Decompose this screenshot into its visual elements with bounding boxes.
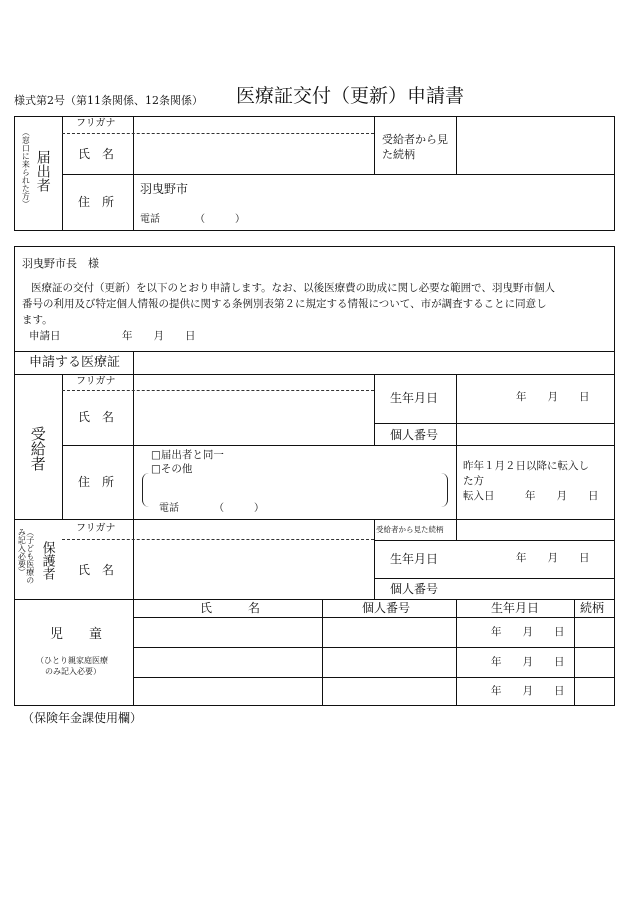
certificate-label: 申請する医療証 bbox=[29, 355, 121, 370]
recipient-name-field[interactable] bbox=[134, 392, 373, 444]
recipient-dob-fields[interactable]: 年 月 日 bbox=[516, 391, 590, 403]
recipient-address-label: 住 所 bbox=[78, 475, 115, 489]
declaration-line-3: ます。 bbox=[22, 314, 53, 326]
guardian-dob-fields[interactable]: 年 月 日 bbox=[516, 552, 590, 564]
applicant-name-field[interactable] bbox=[134, 134, 373, 173]
guardian-name-label: 氏 名 bbox=[78, 563, 115, 577]
child-dob-fields[interactable]: 年 月 日 bbox=[491, 626, 565, 638]
guardian-side-note: （子ども医療のみ記入必要） bbox=[17, 528, 35, 584]
moved-in-note-2: た方 bbox=[463, 475, 484, 487]
guardian-id-label: 個人番号 bbox=[390, 582, 439, 596]
children-side-note-2: のみ記入必要） bbox=[45, 667, 101, 676]
declaration-line-1: 医療証の交付（更新）を以下のとおり申請します。なお、以後医療費の助成に関し必要な範囲で、羽曳野市個人 bbox=[31, 282, 555, 294]
children-col-name: 氏 名 bbox=[200, 601, 261, 615]
recipient-phone-label: 電話 （ ） bbox=[159, 503, 264, 514]
form-number: 様式第2号（第11条関係、12条関係） bbox=[14, 94, 203, 107]
guardian-furigana-label: フリガナ bbox=[76, 523, 116, 534]
recipient-furigana-label: フリガナ bbox=[76, 376, 116, 387]
certificate-field[interactable] bbox=[134, 352, 614, 373]
recipient-id-field[interactable] bbox=[457, 424, 614, 444]
guardian-relation-label: 受給者から見た続柄 bbox=[376, 525, 444, 534]
child-dob-fields[interactable]: 年 月 日 bbox=[491, 685, 565, 697]
applicant-furigana-field[interactable] bbox=[134, 117, 373, 132]
applicant-address-label: 住 所 bbox=[78, 195, 115, 209]
addressee: 羽曳野市長 様 bbox=[22, 257, 99, 270]
recipient-furigana-field[interactable] bbox=[134, 375, 373, 389]
children-col-relation: 続柄 bbox=[580, 601, 605, 615]
applicant-address-prefix: 羽曳野市 bbox=[140, 182, 189, 196]
office-use-label: （保険年金課使用欄） bbox=[22, 711, 143, 725]
declaration-line-2: 番号の利用及び特定個人情報の提供に関する条例別表第２に規定する情報について、市が調査することに同意し bbox=[22, 298, 547, 310]
children-side-label: 児 童 bbox=[50, 627, 103, 642]
child-dob-fields[interactable]: 年 月 日 bbox=[491, 656, 565, 668]
recipient-side-label: 受給者 bbox=[28, 426, 47, 471]
guardian-name-field[interactable] bbox=[134, 541, 373, 598]
applicant-furigana-label: フリガナ bbox=[76, 118, 116, 129]
guardian-dob-label: 生年月日 bbox=[390, 552, 439, 566]
guardian-side-label: 保護者 bbox=[39, 541, 55, 580]
recipient-dob-label: 生年月日 bbox=[390, 391, 439, 405]
applicant-phone-label: 電話 （ ） bbox=[140, 214, 245, 225]
guardian-furigana-field[interactable] bbox=[134, 520, 373, 538]
recipient-option-same[interactable]: □届出者と同一 bbox=[151, 449, 224, 461]
applicant-relation-field[interactable] bbox=[457, 117, 614, 173]
recipient-option-other[interactable]: □その他 bbox=[151, 463, 193, 475]
moved-in-date-label: 転入日 bbox=[463, 490, 495, 502]
applicant-relation-label: 受給者から見た続柄 bbox=[382, 133, 448, 161]
moved-in-date-fields[interactable]: 年 月 日 bbox=[525, 490, 599, 502]
recipient-id-label: 個人番号 bbox=[390, 428, 439, 442]
guardian-id-field[interactable] bbox=[457, 579, 614, 598]
applicant-name-label: 氏 名 bbox=[78, 147, 115, 161]
applicant-side-note: （窓口に来られた方） bbox=[21, 128, 31, 208]
form-title: 医療証交付（更新）申請書 bbox=[236, 85, 465, 107]
recipient-address-bracket[interactable] bbox=[142, 473, 448, 507]
moved-in-note-1: 昨年１月２日以降に転入し bbox=[463, 460, 589, 472]
children-col-id: 個人番号 bbox=[362, 601, 411, 615]
children-col-dob: 生年月日 bbox=[491, 601, 540, 615]
guardian-relation-field[interactable] bbox=[457, 520, 614, 539]
application-date-fields[interactable]: 年 月 日 bbox=[122, 330, 196, 342]
recipient-name-label: 氏 名 bbox=[78, 410, 115, 424]
applicant-side-label: 届出者 bbox=[34, 150, 51, 192]
applicant-address-field[interactable] bbox=[200, 177, 612, 207]
children-side-note-1: （ひとり親家庭医療 bbox=[36, 656, 108, 665]
application-date-label: 申請日 bbox=[29, 330, 61, 342]
